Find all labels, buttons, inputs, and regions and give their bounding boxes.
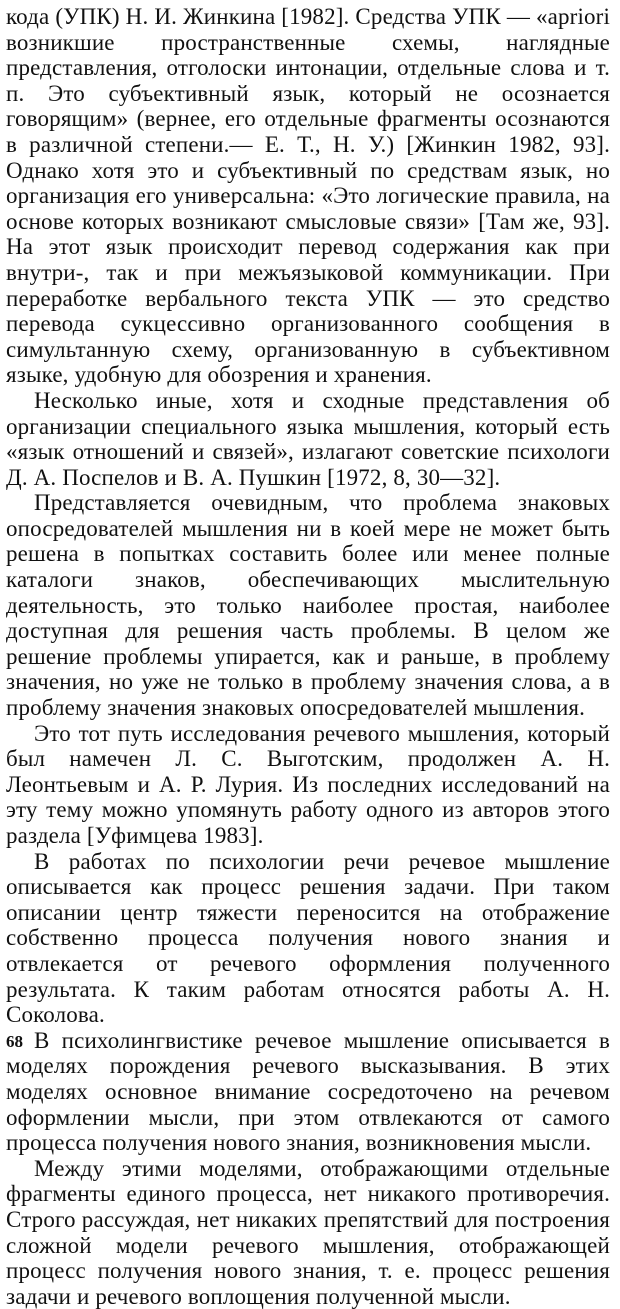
paragraph-1: кода (УПК) Н. И. Жинкина [1982]. Средства УПК — «apriori возникшие пространственные схемы, наглядные представления, отголоски интонации, отдельные слова и т. п. Это субъективный язык, который не осознается говорящим» (вернее, его отдельные фрагменты осознаются в различной степени.— Е. Т., Н. У.) [Жинкин 1982, 93]. Однако хотя это и субъективный по средствам язык, но организация его универсальна: «Это логические правила, на основе которых возникают смысловые связи» [Там же, 93]. На этот язык происходит перевод содержания как при внутри-, так и при межъязыковой коммуникации. При переработке вербального текста УПК — это средство перевода сукцессивно организованного сообщения в симультанную схему, организованную в субъективном языке, удобную для обозрения и хранения. [6,4,610,388]
paragraph-6: В психолингвистике речевое мышление описывается в моделях порождения речевого высказывания. В этих моделях основное внимание сосредоточено на речевом оформлении мысли, при этом отвлекаются от самого процесса получения нового знания, возникновения мысли. [6,1027,610,1156]
paragraph-7: Между этими моделями, отображающими отдельные фрагменты единого процесса, нет никакого противоречия. Строго рассуждая, нет никаких препятствий для построения сложной модели речевого мышления, отображающей процесс получения нового знания, т. е. процесс решения задачи и речевого воплощения полученной мысли. [6,1155,610,1309]
page-number: 68 [6,1032,23,1051]
paragraph-2: Несколько иные, хотя и сходные представления об организации специального языка мышления, который есть «язык отношений и связей», излагают советские психологи Д. А. Поспелов и В. А. Пушкин [1972, 8, 30—32]. [6,387,610,490]
paragraph-4: Это тот путь исследования речевого мышления, который был намечен Л. С. Выготским, продолжен А. Н. Леонтьевым и А. Р. Лурия. Из последних исследований на эту тему можно упомянуть работу одного из авторов этого раздела [Уфимцева 1983]. [6,720,610,848]
body-text [6,4,610,1309]
paragraph-5: В работах по психологии речи речевое мышление описывается как процесс решения задачи. При таком описании центр тяжести переносится на отображение собственно процесса получения нового знания и отвлекается от речевого оформления полученного результата. К таким работам относятся работы А. Н. Соколова. [6,848,610,1028]
paragraph-3: Представляется очевидным, что проблема знаковых опосредователей мышления ни в коей мере не может быть решена в попытках составить более или менее полные каталоги знаков, обеспечивающих мыслительную деятельность, это только наиболее простая, наиболее доступная для решения часть проблемы. В целом же решение проблемы упирается, как и раньше, в проблему значения, но уже не только в проблему значения слова, а в проблему значения знаковых опосредователей мышления. [6,490,610,721]
